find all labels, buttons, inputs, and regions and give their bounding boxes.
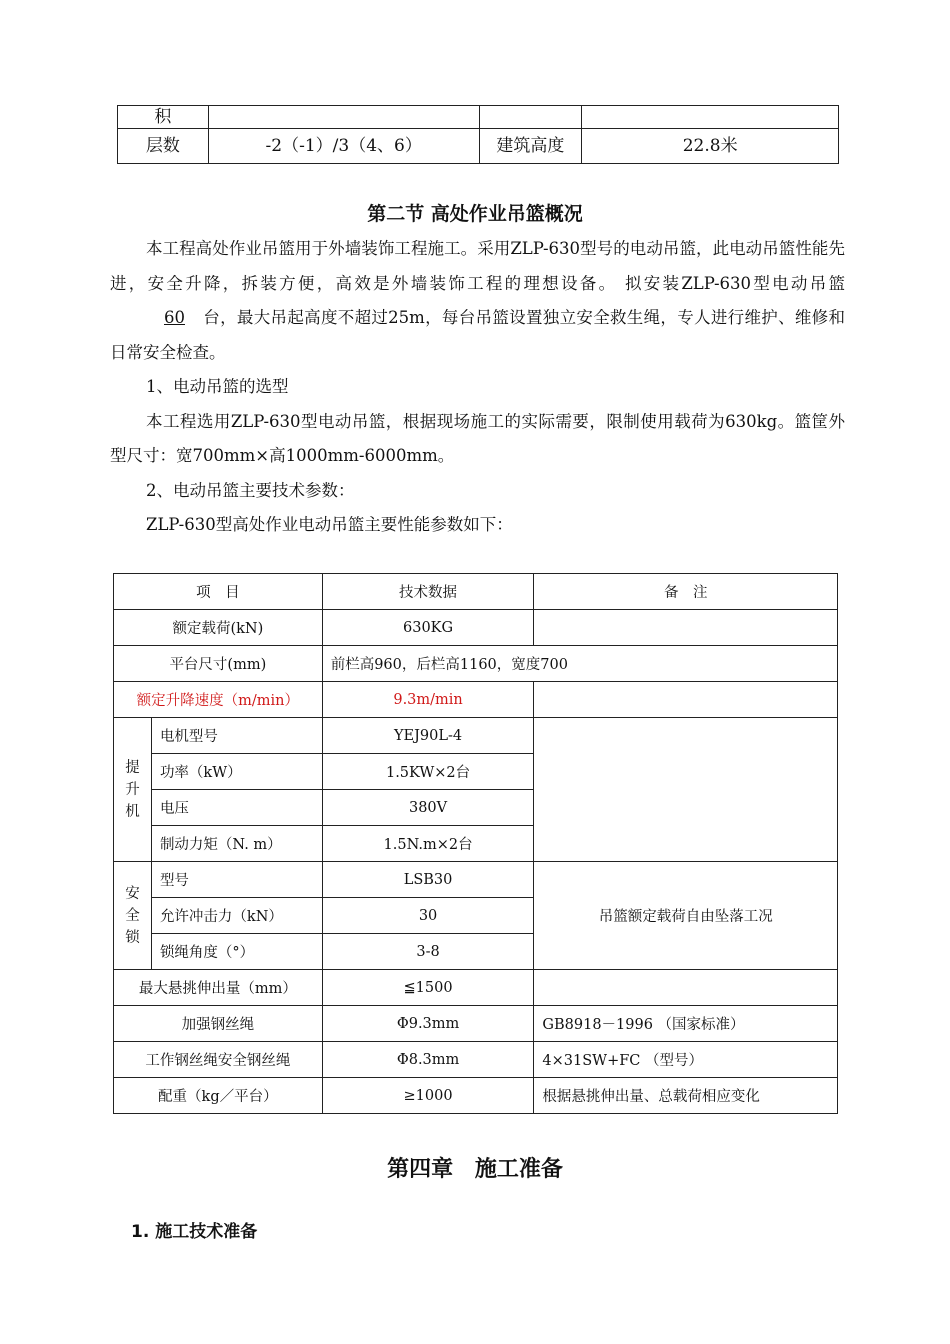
table-cell: 制动力矩（N. m） [151, 826, 322, 862]
table-row [118, 106, 839, 129]
table-cell: 配重（kg／平台） [114, 1078, 323, 1114]
paragraph-overview [110, 232, 845, 370]
table-cell: YEJ90L-4 [322, 718, 534, 754]
parameter-table [113, 573, 838, 1114]
table-cell-note: 吊篮额定载荷自由坠落工况 [534, 862, 838, 970]
table-cell: 锁绳角度（°） [151, 934, 322, 970]
paragraph-selection: 本工程选用ZLP-630型电动吊篮，根据现场施工的实际需要，限制使用载荷为630kg。篮筐外型尺寸：宽700mm×高1000mm-6000mm。 [110, 411, 845, 465]
table-cell: LSB30 [322, 862, 534, 898]
table-cell: 电机型号 [151, 718, 322, 754]
table-row [114, 718, 838, 754]
table-cell: 建筑高度 [479, 129, 582, 164]
table-row [114, 970, 838, 1006]
table-cell: 最大悬挑伸出量（mm） [114, 970, 323, 1006]
table-cell: 功率（kW） [151, 754, 322, 790]
group-label-hoist: 提 升 机 [114, 718, 152, 862]
table-cell: Φ8.3mm [322, 1042, 534, 1078]
table-row [114, 682, 838, 718]
table-cell-highlight: 9.3m/min [322, 682, 534, 718]
table-cell: 层数 [118, 129, 209, 164]
table-cell: Φ9.3mm [322, 1006, 534, 1042]
table-cell: ≦1500 [322, 970, 534, 1006]
table-cell: 22.8米 [582, 129, 839, 164]
table-cell: 1.5KW×2台 [322, 754, 534, 790]
table-cell [534, 970, 838, 1006]
table-cell [479, 106, 582, 129]
table-cell: 额定载荷(kN) [114, 610, 323, 646]
table-row [114, 862, 838, 898]
table-cell: 允许冲击力（kN） [151, 898, 322, 934]
table-row [114, 1078, 838, 1114]
group-label-safety-lock: 安 全 锁 [114, 862, 152, 970]
header-cell: 备 注 [534, 574, 838, 610]
table-cell: 工作钢丝绳安全钢丝绳 [114, 1042, 323, 1078]
table-cell: GB8918－1996 （国家标准） [534, 1006, 838, 1042]
table-row [114, 610, 838, 646]
table-cell: 3-8 [322, 934, 534, 970]
quantity-blank: 60 [164, 308, 185, 327]
paragraph-text: 本工程高处作业吊篮用于外墙装饰工程施工。采用ZLP-630型号的电动吊篮，此电动吊篮性能先进，安全升降，拆装方便，高效是外墙装饰工程的理想设备。 拟安装ZLP-630型电动吊篮 [110, 239, 845, 293]
table-cell: -2（-1）/3（4、6） [208, 129, 479, 164]
paragraph-text: 台，最大吊起高度不超过25m，每台吊篮设置独立安全救生绳，专人进行维护、维修和日常安全检查。 [110, 308, 845, 362]
sub-heading: 1. 施工技术准备 [131, 1222, 258, 1242]
item-heading: 1、电动吊篮的选型 [146, 377, 289, 396]
header-cell: 项 目 [114, 574, 323, 610]
table-cell: 前栏高960，后栏高1160，宽度700 [322, 646, 837, 682]
header-cell: 技术数据 [322, 574, 534, 610]
table-cell [208, 106, 479, 129]
table-cell: 积 [118, 106, 209, 129]
table-cell: 根据悬挑伸出量、总载荷相应变化 [534, 1078, 838, 1114]
table-cell: 4×31SW+FC （型号） [534, 1042, 838, 1078]
chapter-title: 第四章 施工准备 [387, 1157, 563, 1182]
item-heading: 2、电动吊篮主要技术参数： [146, 480, 355, 500]
building-info-table [117, 105, 839, 164]
table-cell: 型号 [151, 862, 322, 898]
paragraph-intro: ZLP-630型高处作业电动吊篮主要性能参数如下： [146, 515, 513, 534]
table-row [118, 129, 839, 164]
table-cell: 380V [322, 790, 534, 826]
table-cell [534, 610, 838, 646]
table-cell [534, 682, 838, 718]
table-cell: 电压 [151, 790, 322, 826]
table-cell: ≥1000 [322, 1078, 534, 1114]
table-row [114, 1042, 838, 1078]
section-title: 第二节 高处作业吊篮概况 [367, 203, 583, 225]
table-cell: 1.5N.m×2台 [322, 826, 534, 862]
table-cell: 630KG [322, 610, 534, 646]
table-cell-highlight: 额定升降速度（m/min） [114, 682, 323, 718]
table-cell-empty [534, 718, 838, 862]
table-cell [582, 106, 839, 129]
table-cell: 加强钢丝绳 [114, 1006, 323, 1042]
table-cell: 平台尺寸(mm) [114, 646, 323, 682]
table-row [114, 646, 838, 682]
body-text [110, 232, 845, 543]
table-header-row [114, 574, 838, 610]
table-cell: 30 [322, 898, 534, 934]
table-row [114, 1006, 838, 1042]
